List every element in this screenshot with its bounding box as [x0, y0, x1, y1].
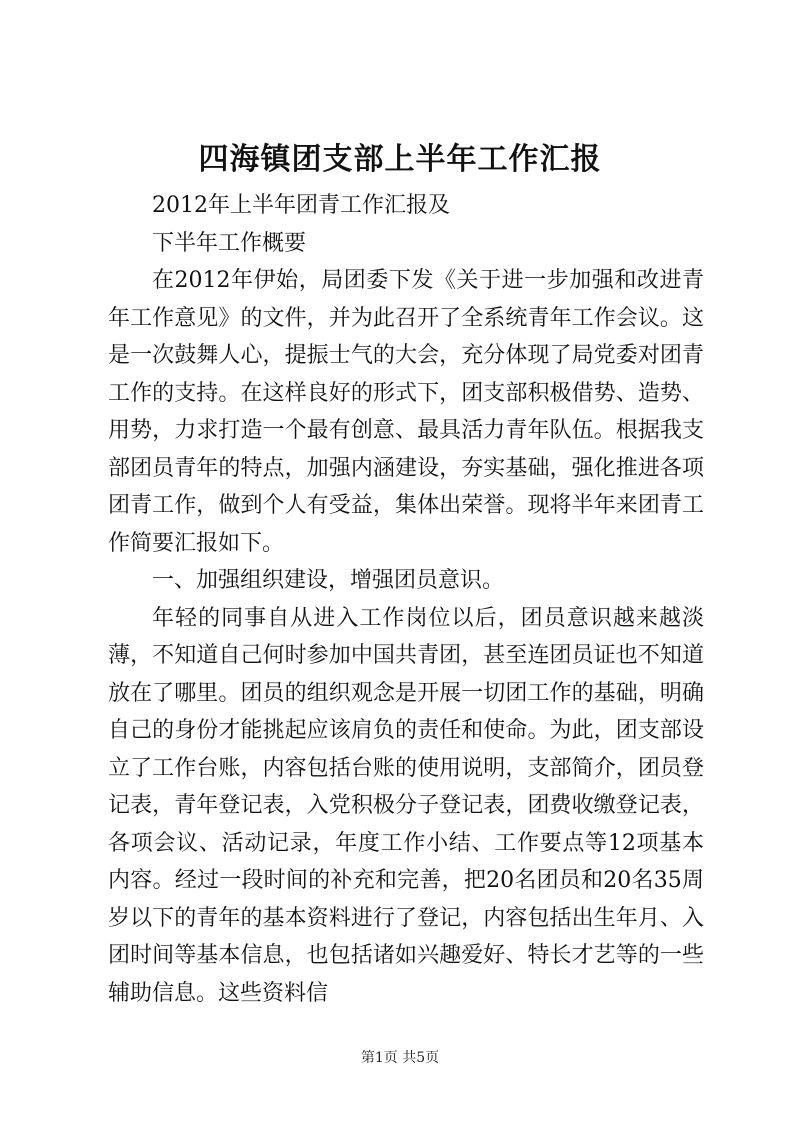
subtitle-line-2: 下半年工作概要 [152, 230, 307, 256]
section-heading-1: 一、加强组织建设，增强团员意识。 [152, 568, 505, 593]
paragraph-section-1: 年轻的同事自从进入工作岗位以后，团员意识越来越淡薄，不知道自己何时参加中国共青团，甚至连团员证也不知道放在了哪里。团员的组织观念是开展一切团工作的基础，明确自己的身份才能挑起应该肩负的责任和使命。为此，团支部设立了工作台账，内容包括台账的使用说明，支部简介，团员登记表，青年登记表，入党积极分子登记表，团费收缴登记表，各项会议、活动记录，年度工作小结、工作要点等12项基本内容。经过一段时间的补充和完善，把20名团员和20名35周岁以下的青年的基本资料进行了登记，内容包括出生年月、入团时间等基本信息，也包括诸如兴趣爱好、特长才艺等的一些辅助信息。这些资料信 [108, 605, 704, 1006]
page-footer: 第1页 共5页 [360, 1050, 440, 1066]
subtitle-line-1: 2012年上半年团青工作汇报及 [152, 193, 450, 218]
paragraph-intro: 在2012年伊始，局团委下发《关于进一步加强和改进青年工作意见》的文件，并为此召开了全系统青年工作会议。这是一次鼓舞人心，提振士气的大会，充分体现了局党委对团青工作的支持。在这样良好的形式下，团支部积极借势、造势、用势，力求打造一个最有创意、最具活力青年队伍。根据我支部团员青年的特点，加强内涵建设，夯实基础，强化推进各项团青工作，做到个人有受益，集体出荣誉。现将半年来团青工作简要汇报如下。 [108, 268, 704, 556]
document-title: 四海镇团支部上半年工作汇报 [198, 142, 602, 177]
document-body [108, 187, 704, 1012]
